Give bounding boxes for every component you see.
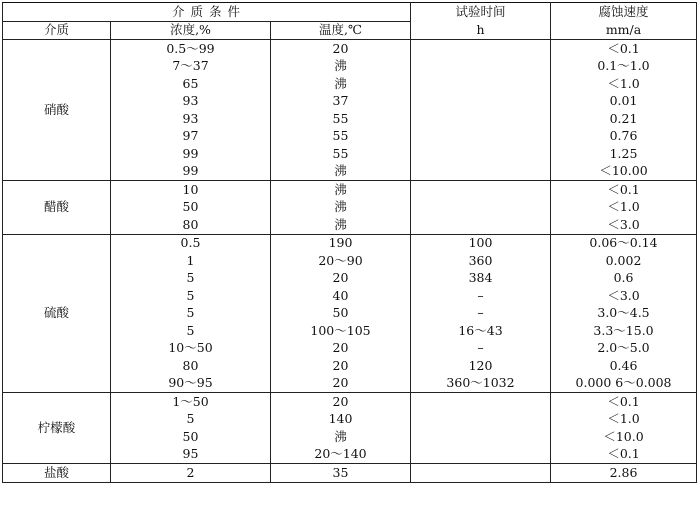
test-time-cell: 360: [411, 252, 551, 270]
concentration-cell: 99: [111, 163, 271, 181]
concentration-cell: 10～50: [111, 340, 271, 358]
concentration-cell: 10: [111, 181, 271, 199]
corrosion-rate-cell: ＜10.0: [551, 428, 697, 446]
concentration-cell: 93: [111, 93, 271, 111]
concentration-cell: 1～50: [111, 393, 271, 411]
table-row: [3, 234, 697, 252]
concentration-cell: 95: [111, 446, 271, 464]
test-time-cell: [411, 40, 551, 58]
test-time-cell: [411, 216, 551, 234]
header-corrosion-rate: 腐蚀速度: [551, 3, 697, 22]
temperature-cell: 沸: [271, 428, 411, 446]
test-time-cell: [411, 163, 551, 181]
header-temperature: 温度,℃: [271, 21, 411, 40]
test-time-cell: [411, 428, 551, 446]
temperature-cell: 20: [271, 340, 411, 358]
test-time-cell: [411, 181, 551, 199]
corrosion-rate-cell: ＜0.1: [551, 181, 697, 199]
corrosion-rate-cell: ＜0.1: [551, 393, 697, 411]
corrosion-rate-cell: ＜0.1: [551, 40, 697, 58]
corrosion-rate-cell: ＜3.0: [551, 216, 697, 234]
corrosion-rate-cell: ＜1.0: [551, 199, 697, 217]
corrosion-rate-cell: 0.76: [551, 128, 697, 146]
table-body: [3, 40, 697, 483]
concentration-cell: 5: [111, 305, 271, 323]
concentration-cell: 5: [111, 411, 271, 429]
medium-cell: 柠檬酸: [3, 393, 111, 464]
corrosion-rate-cell: 0.002: [551, 252, 697, 270]
temperature-cell: 20～90: [271, 252, 411, 270]
test-time-cell: [411, 393, 551, 411]
test-time-cell: [411, 75, 551, 93]
temperature-cell: 35: [271, 464, 411, 483]
corrosion-rate-cell: 0.1～1.0: [551, 58, 697, 76]
test-time-cell: [411, 464, 551, 483]
temperature-cell: 55: [271, 145, 411, 163]
table-row: [3, 40, 697, 58]
test-time-cell: [411, 110, 551, 128]
medium-cell: 醋酸: [3, 181, 111, 235]
corrosion-rate-cell: 0.000 6～0.008: [551, 375, 697, 393]
concentration-cell: 5: [111, 322, 271, 340]
temperature-cell: 140: [271, 411, 411, 429]
temperature-cell: 沸: [271, 75, 411, 93]
test-time-cell: –: [411, 287, 551, 305]
corrosion-rate-cell: ＜1.0: [551, 75, 697, 93]
concentration-cell: 99: [111, 145, 271, 163]
test-time-cell: –: [411, 340, 551, 358]
concentration-cell: 65: [111, 75, 271, 93]
table-row: [3, 181, 697, 199]
concentration-cell: 80: [111, 216, 271, 234]
test-time-cell: [411, 411, 551, 429]
concentration-cell: 93: [111, 110, 271, 128]
test-time-cell: –: [411, 305, 551, 323]
concentration-cell: 90～95: [111, 375, 271, 393]
table-row: [3, 464, 697, 483]
corrosion-rate-cell: ＜3.0: [551, 287, 697, 305]
corrosion-rate-cell: 0.01: [551, 93, 697, 111]
temperature-cell: 沸: [271, 199, 411, 217]
corrosion-rate-cell: 2.0～5.0: [551, 340, 697, 358]
test-time-cell: [411, 128, 551, 146]
test-time-cell: 16～43: [411, 322, 551, 340]
temperature-cell: 沸: [271, 163, 411, 181]
corrosion-rate-cell: 0.6: [551, 270, 697, 288]
temperature-cell: 20: [271, 40, 411, 58]
concentration-cell: 5: [111, 287, 271, 305]
corrosion-rate-cell: 2.86: [551, 464, 697, 483]
corrosion-rate-cell: ＜0.1: [551, 446, 697, 464]
concentration-cell: 0.5～99: [111, 40, 271, 58]
temperature-cell: 37: [271, 93, 411, 111]
header-test-time-unit: h: [411, 21, 551, 40]
test-time-cell: [411, 145, 551, 163]
temperature-cell: 沸: [271, 58, 411, 76]
test-time-cell: 384: [411, 270, 551, 288]
concentration-cell: 5: [111, 270, 271, 288]
test-time-cell: 360～1032: [411, 375, 551, 393]
corrosion-rate-cell: 3.0～4.5: [551, 305, 697, 323]
test-time-cell: 120: [411, 357, 551, 375]
header-test-time: 试验时间: [411, 3, 551, 22]
temperature-cell: 40: [271, 287, 411, 305]
temperature-cell: 100～105: [271, 322, 411, 340]
temperature-cell: 55: [271, 110, 411, 128]
temperature-cell: 20: [271, 270, 411, 288]
corrosion-rate-cell: 1.25: [551, 145, 697, 163]
corrosion-rate-cell: 0.46: [551, 357, 697, 375]
corrosion-rate-cell: 0.21: [551, 110, 697, 128]
corrosion-rate-cell: 3.3～15.0: [551, 322, 697, 340]
header-medium-conditions: 介 质 条 件: [3, 3, 411, 22]
concentration-cell: 2: [111, 464, 271, 483]
temperature-cell: 50: [271, 305, 411, 323]
header-corrosion-rate-unit: mm/a: [551, 21, 697, 40]
header-row-1: [3, 3, 697, 22]
temperature-cell: 20: [271, 375, 411, 393]
temperature-cell: 20～140: [271, 446, 411, 464]
temperature-cell: 沸: [271, 181, 411, 199]
test-time-cell: [411, 58, 551, 76]
concentration-cell: 97: [111, 128, 271, 146]
concentration-cell: 50: [111, 428, 271, 446]
concentration-cell: 1: [111, 252, 271, 270]
header-medium: 介质: [3, 21, 111, 40]
test-time-cell: 100: [411, 234, 551, 252]
header-row-2: [3, 21, 697, 40]
concentration-cell: 80: [111, 357, 271, 375]
temperature-cell: 20: [271, 357, 411, 375]
header-concentration: 浓度,%: [111, 21, 271, 40]
test-time-cell: [411, 199, 551, 217]
corrosion-rate-cell: ＜10.00: [551, 163, 697, 181]
table-row: [3, 393, 697, 411]
concentration-cell: 0.5: [111, 234, 271, 252]
test-time-cell: [411, 93, 551, 111]
concentration-cell: 50: [111, 199, 271, 217]
temperature-cell: 20: [271, 393, 411, 411]
temperature-cell: 190: [271, 234, 411, 252]
corrosion-rate-table: [2, 2, 697, 483]
medium-cell: 硝酸: [3, 40, 111, 181]
temperature-cell: 55: [271, 128, 411, 146]
medium-cell: 盐酸: [3, 464, 111, 483]
corrosion-rate-cell: ＜1.0: [551, 411, 697, 429]
corrosion-rate-cell: 0.06～0.14: [551, 234, 697, 252]
concentration-cell: 7～37: [111, 58, 271, 76]
medium-cell: 硫酸: [3, 234, 111, 393]
test-time-cell: [411, 446, 551, 464]
temperature-cell: 沸: [271, 216, 411, 234]
